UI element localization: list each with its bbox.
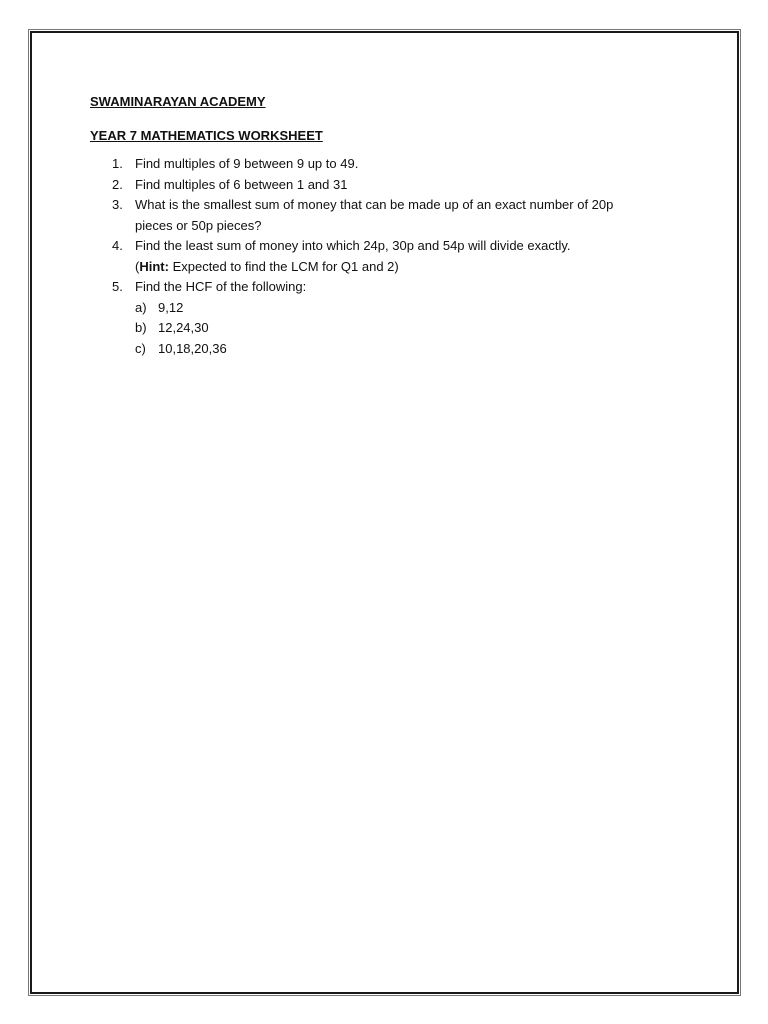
question-text-continued: pieces or 50p pieces? — [135, 217, 262, 233]
question-text: Find multiples of 9 between 9 up to 49. — [135, 156, 359, 171]
sub-question-letter: b) — [135, 320, 147, 335]
hint-line — [135, 257, 690, 278]
sub-question-value: 10,18,20,36 — [158, 340, 227, 356]
question-text: Find the HCF of the following: — [135, 279, 307, 294]
question-item — [90, 175, 690, 196]
question-number: 1. — [112, 156, 123, 171]
hint-open-paren: ( — [135, 258, 140, 274]
sub-question-letter: a) — [135, 299, 147, 315]
worksheet-title: YEAR 7 MATHEMATICS WORKSHEET — [90, 127, 323, 143]
hint-label: Hint: — [139, 258, 169, 274]
hint-text: Expected to find the LCM for Q1 and 2) — [168, 258, 399, 274]
question-text: What is the smallest sum of money that can be made up of an exact number of 20p — [135, 197, 614, 212]
question-list — [90, 154, 690, 359]
worksheet-content — [90, 92, 690, 359]
question-item — [90, 236, 690, 277]
question-item — [90, 195, 690, 236]
question-number: 2. — [112, 176, 123, 192]
question-number: 3. — [112, 197, 123, 212]
question-text: Find the least sum of money into which 24p, 30p and 54p will divide exactly. — [135, 238, 571, 253]
sub-question-item — [135, 298, 690, 319]
sub-question-item — [135, 318, 690, 339]
sub-question-value: 12,24,30 — [158, 320, 209, 335]
sub-question-value: 9,12 — [158, 299, 184, 315]
school-name: SWAMINARAYAN ACADEMY — [90, 94, 266, 109]
question-number: 4. — [112, 238, 123, 253]
sub-question-list — [135, 298, 690, 360]
sub-question-letter: c) — [135, 340, 146, 356]
question-text: Find multiples of 6 between 1 and 31 — [135, 176, 348, 192]
question-item — [90, 277, 690, 359]
sub-question-item — [135, 339, 690, 360]
question-number: 5. — [112, 279, 123, 294]
question-item — [90, 154, 690, 175]
